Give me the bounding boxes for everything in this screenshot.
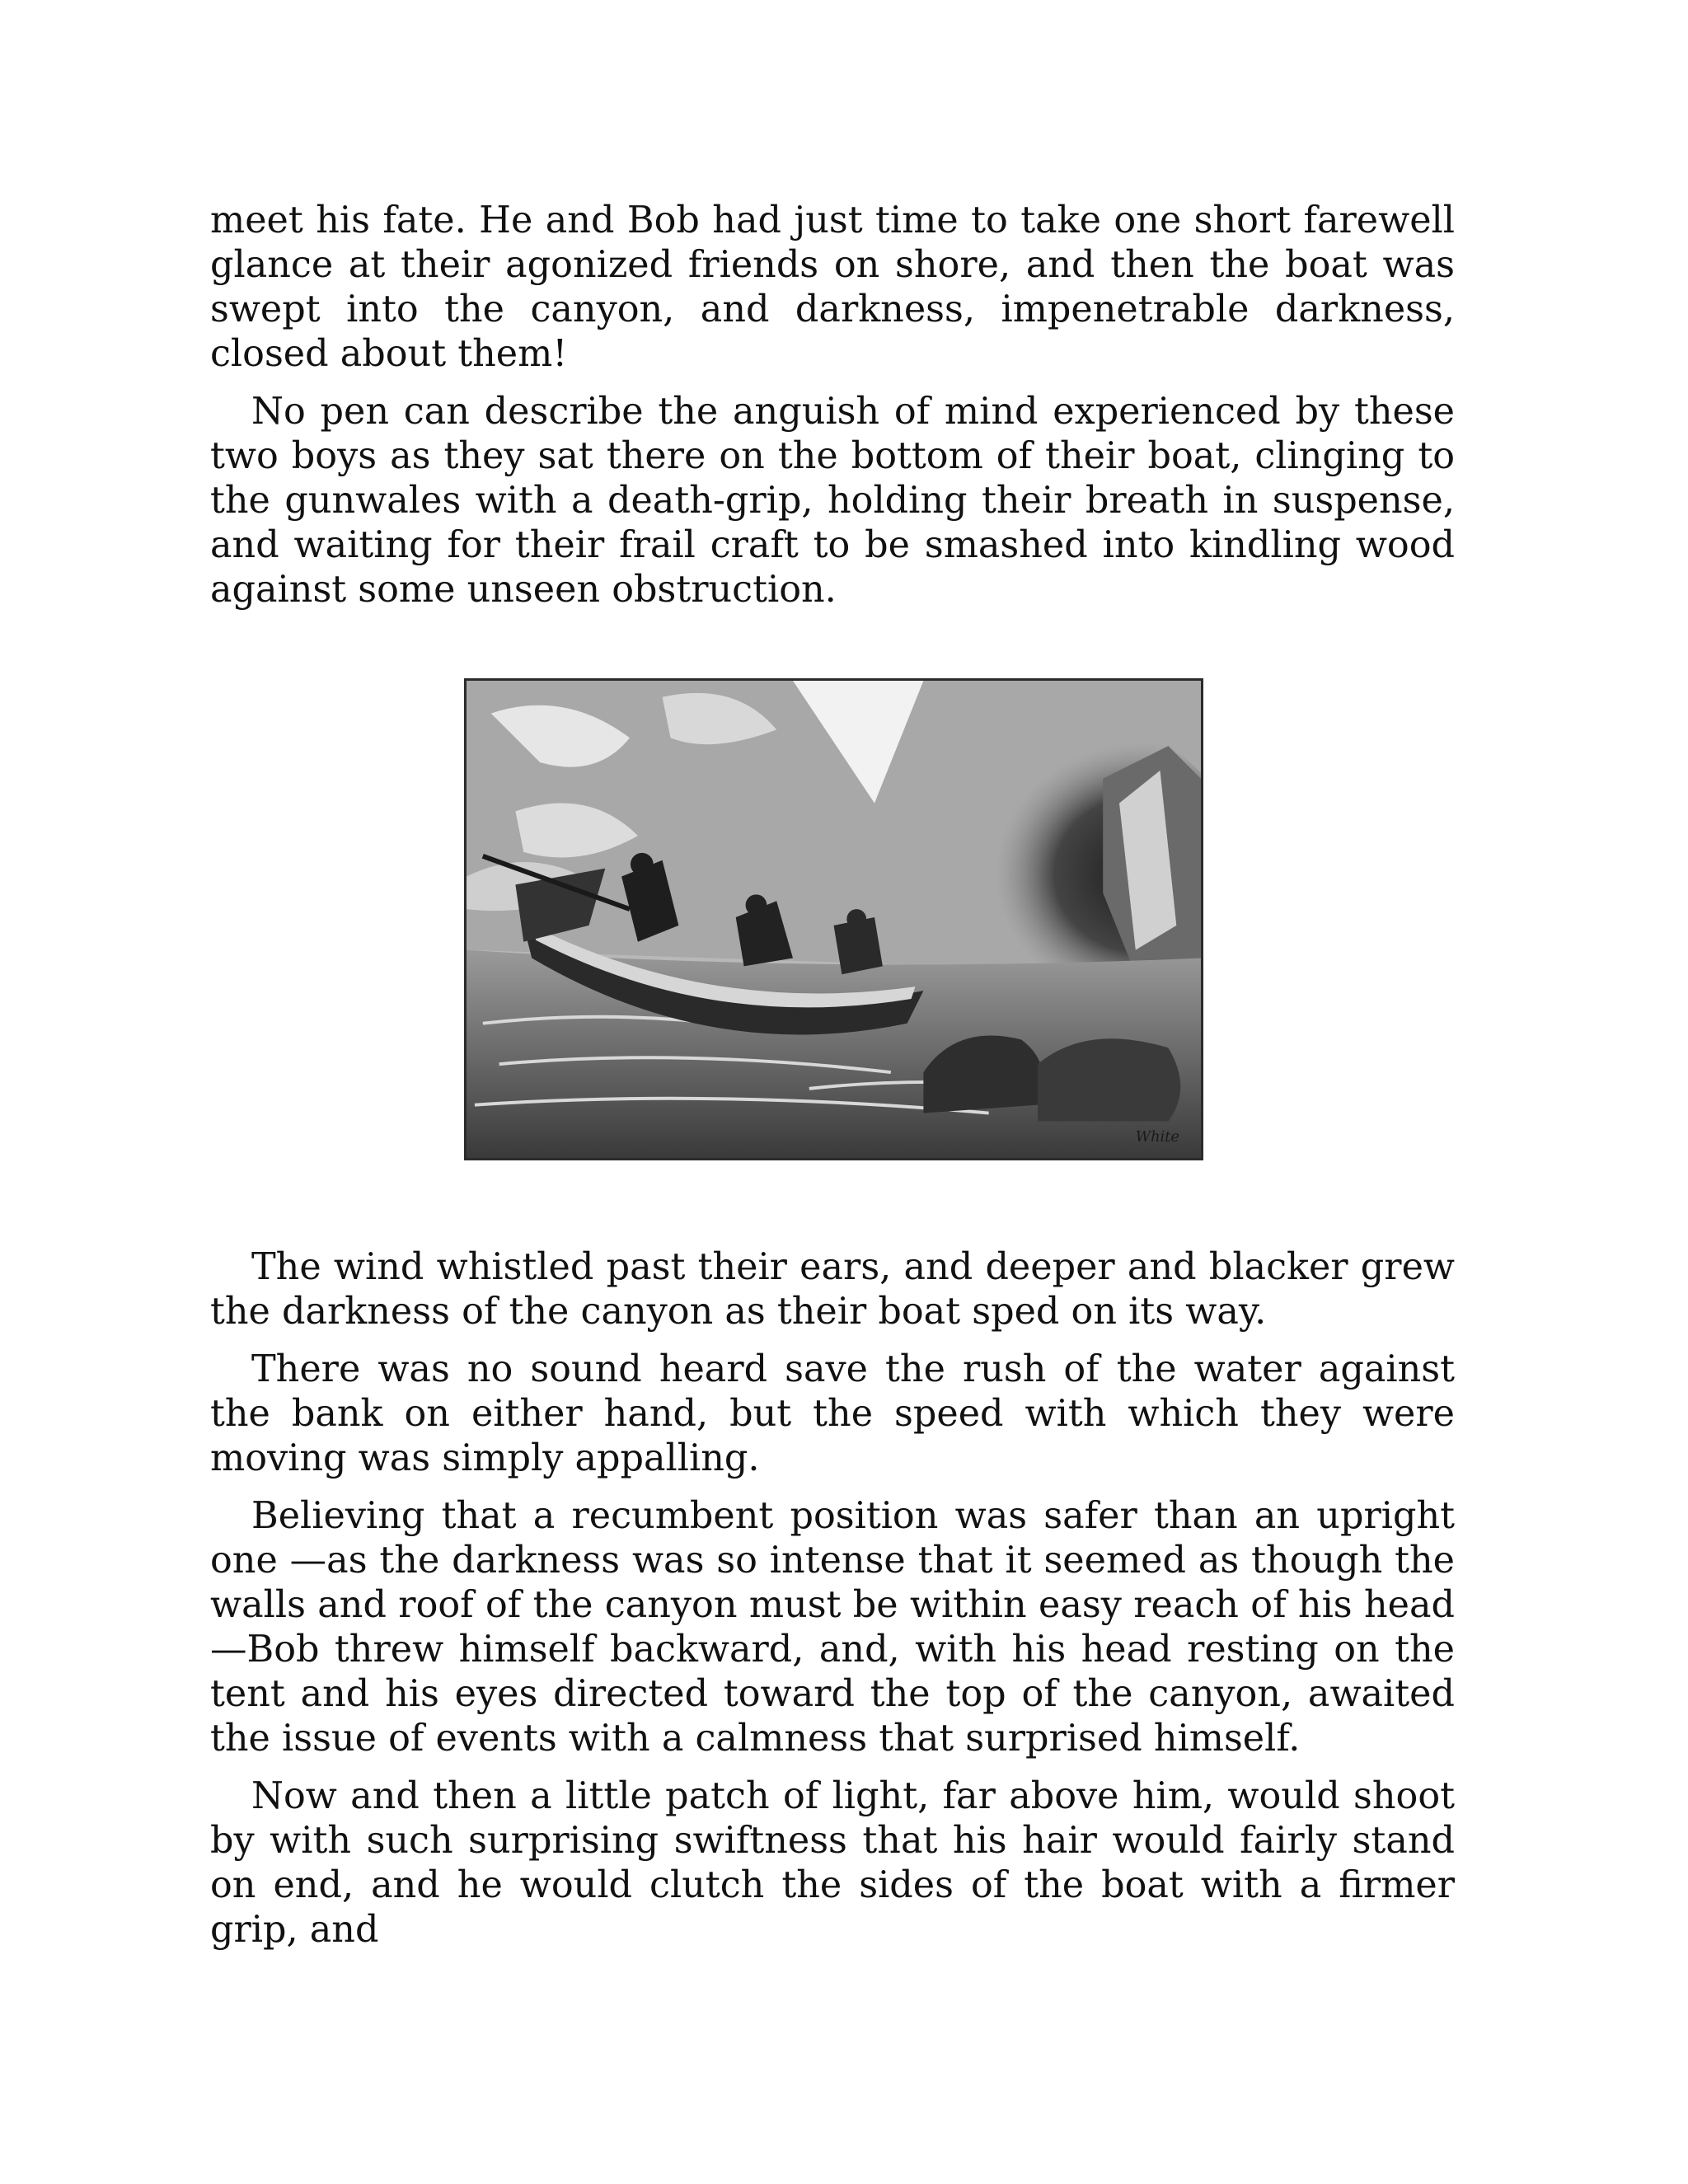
illustration-canyon-boat [464, 678, 1203, 1160]
paragraph: Believing that a recumbent position was safer than an upright one —as the darkness was so intense that it seemed as though the walls and roof of the canyon must be within easy reach of his head—Bob threw himself backward, and, with his head resting on the tent and his eyes directed toward the top of the canyon, awaited the issue of events with a calmness that surprised himself. [210, 1495, 1455, 1760]
paragraph: meet his fate. He and Bob had just time to take one short farewell glance at their agonized friends on shore, and then the boat was swept into the canyon, and darkness, impenetrable darkness, closed about them! [210, 199, 1455, 375]
illustration-drawing [467, 681, 1201, 1158]
paragraph: Now and then a little patch of light, far above him, would shoot by with such surprising swiftness that his hair would fairly stand on end, and he would clutch the sides of the boat with a firmer grip, and [210, 1775, 1455, 1951]
text-block-top [210, 199, 1455, 626]
paragraph: There was no sound heard save the rush of the water against the bank on either hand, but the speed with which they were moving was simply appalling. [210, 1348, 1455, 1479]
paragraph: The wind whistled past their ears, and deeper and blacker grew the darkness of the canyon as their boat sped on its way. [210, 1246, 1455, 1333]
text-block-bottom [210, 1245, 1455, 1966]
illustrator-signature: White [1135, 1128, 1179, 1146]
paragraph: No pen can describe the anguish of mind experienced by these two boys as they sat there on the bottom of their boat, clinging to the gunwales with a death-grip, holding their breath in suspense, and waiting for their frail craft to be smashed into kindling wood against some unseen obstruction. [210, 391, 1455, 611]
